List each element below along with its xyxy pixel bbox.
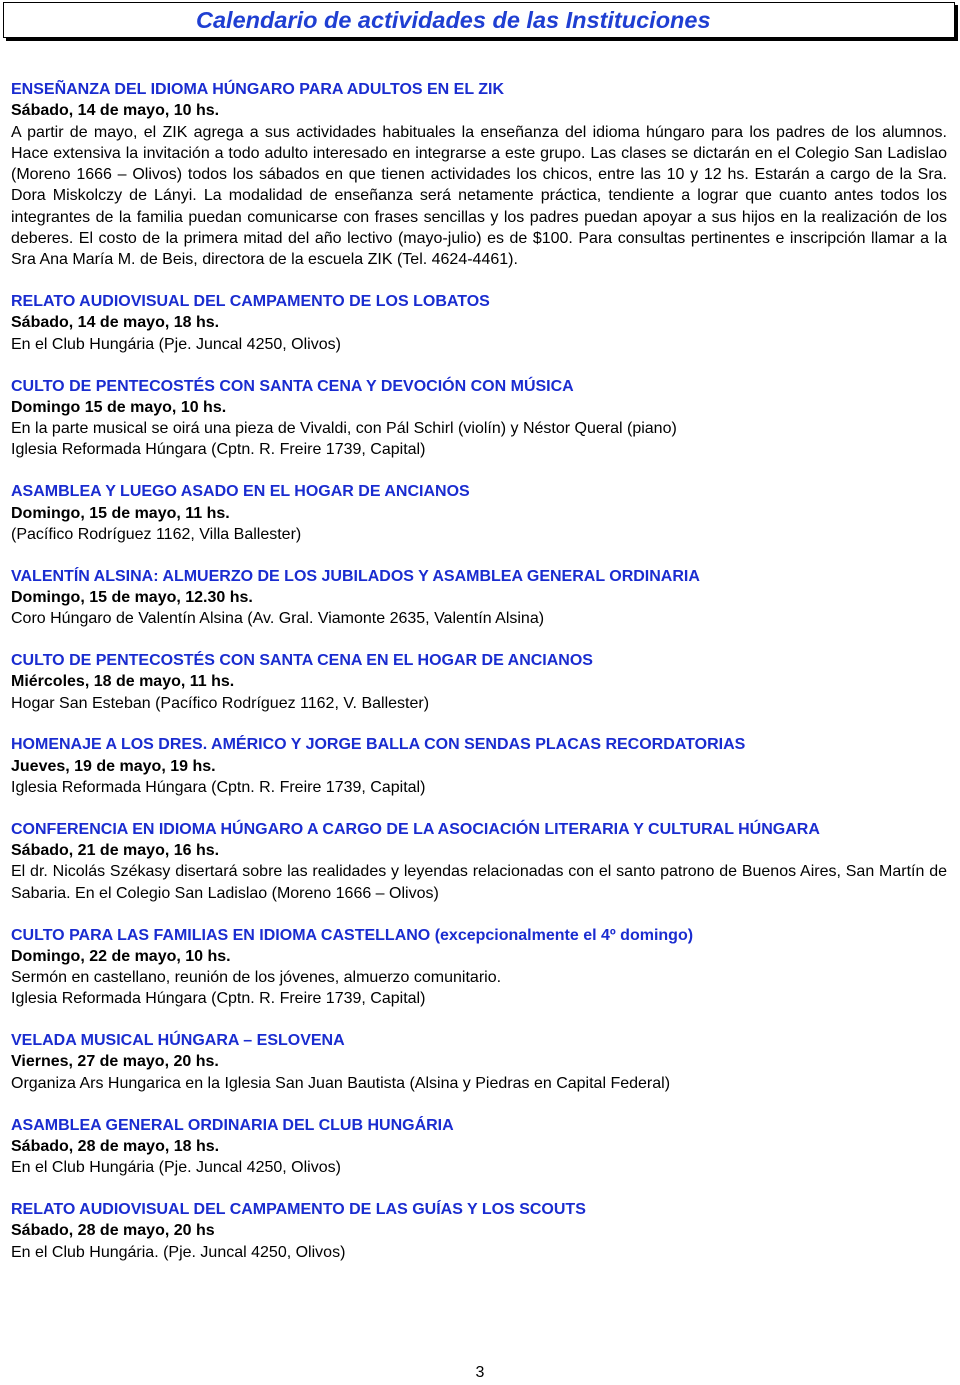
event-location: Iglesia Reformada Húngara (Cptn. R. Freire 1739, Capital) (11, 779, 426, 797)
event-location: Hogar San Esteban (Pacífico Rodríguez 1162, V. Ballester) (11, 694, 430, 712)
event-item (11, 734, 947, 798)
event-item (11, 650, 947, 714)
event-title: HOMENAJE A LOS DRES. AMÉRICO Y JORGE BALLA CON SENDAS PLACAS RECORDATORIAS (11, 736, 746, 754)
event-item (11, 79, 947, 271)
event-title: CULTO DE PENTECOSTÉS CON SANTA CENA EN EL HOGAR DE ANCIANOS (11, 652, 593, 670)
event-item (11, 481, 947, 545)
event-item (11, 1199, 947, 1263)
event-date: Sábado, 28 de mayo, 18 hs. (11, 1137, 220, 1155)
event-location: Iglesia Reformada Húngara (Cptn. R. Freire 1739, Capital) (11, 990, 426, 1008)
event-title: CONFERENCIA EN IDIOMA HÚNGARO A CARGO DE LA ASOCIACIÓN LITERARIA Y CULTURAL HÚNGARA (11, 820, 820, 838)
events-list (11, 79, 947, 1283)
event-title: ASAMBLEA GENERAL ORDINARIA DEL CLUB HUNGÁRIA (11, 1116, 454, 1134)
event-description: Sermón en castellano, reunión de los jóvenes, almuerzo comunitario. (11, 969, 502, 987)
event-title: CULTO DE PENTECOSTÉS CON SANTA CENA Y DEVOCIÓN CON MÚSICA (11, 377, 574, 395)
event-location: En el Club Hungária. (Pje. Juncal 4250, Olivos) (11, 1243, 346, 1261)
event-date: Sábado, 14 de mayo, 18 hs. (11, 314, 220, 332)
event-item (11, 291, 947, 355)
event-location: (Pacífico Rodríguez 1162, Villa Ballester) (11, 525, 302, 543)
event-date: Sábado, 14 de mayo, 10 hs. (11, 102, 220, 120)
event-date: Domingo, 22 de mayo, 10 hs. (11, 947, 231, 965)
event-date: Domingo, 15 de mayo, 12.30 hs. (11, 588, 253, 606)
event-description: El dr. Nicolás Székasy disertará sobre las realidades y leyendas relacionadas con el santo patrono de Buenos Aires, San Martín de Sabaria. En el Colegio San Ladislao (Moreno 1666 – Olivos) (11, 863, 947, 902)
event-title: CULTO PARA LAS FAMILIAS EN IDIOMA CASTELLANO (excepcionalmente el 4º domingo) (11, 926, 694, 944)
event-item (11, 376, 947, 461)
header-box (3, 2, 955, 38)
event-date: Miércoles, 18 de mayo, 11 hs. (11, 673, 235, 691)
event-item (11, 819, 947, 904)
event-item (11, 1115, 947, 1179)
event-item (11, 566, 947, 630)
event-title: VELADA MUSICAL HÚNGARA – ESLOVENA (11, 1032, 345, 1050)
event-date: Sábado, 28 de mayo, 20 hs (11, 1222, 215, 1240)
event-description: A partir de mayo, el ZIK agrega a sus actividades habituales la enseñanza del idioma húngaro para los padres de los alumnos. Hace extensiva la invitación a todo adulto interesado en integrarse a este grupo. Las clases se dictarán en el Colegio San Ladislao (Moreno 1666 – Olivos) todos los sábados en que tienen actividades los chicos, entre las 10 y 12 hs. Estarán a cargo de la Sra. Dora Miskolczy de Lányi. La modalidad de enseñanza será netamente práctica, tendiente a lograr que cuanto antes todos los integrantes de la familia puedan comunicarse con frases sencillas y los padres puedan apoyar a sus hijos en la realización de los deberes. El costo de la primera mitad del año lectivo (mayo-julio) es de $100. Para consultas pertinentes e inscripción llamar a la Sra Ana María M. de Beis, directora de la escuela ZIK (Tel. 4624-4461). (11, 123, 947, 269)
event-location: Iglesia Reformada Húngara (Cptn. R. Freire 1739, Capital) (11, 441, 426, 459)
event-item (11, 1030, 947, 1094)
event-date: Jueves, 19 de mayo, 19 hs. (11, 757, 216, 775)
event-title: VALENTÍN ALSINA: ALMUERZO DE LOS JUBILADOS Y ASAMBLEA GENERAL ORDINARIA (11, 567, 700, 585)
event-location: Organiza Ars Hungarica en la Iglesia San Juan Bautista (Alsina y Piedras en Capital Federal) (11, 1074, 671, 1092)
event-title: RELATO AUDIOVISUAL DEL CAMPAMENTO DE LAS GUÍAS Y LOS SCOUTS (11, 1200, 586, 1218)
event-date: Sábado, 21 de mayo, 16 hs. (11, 842, 220, 860)
event-title: ASAMBLEA Y LUEGO ASADO EN EL HOGAR DE ANCIANOS (11, 483, 470, 501)
page-number: 3 (475, 1364, 485, 1381)
event-date: Viernes, 27 de mayo, 20 hs. (11, 1053, 219, 1071)
event-location: Coro Húngaro de Valentín Alsina (Av. Gral. Viamonte 2635, Valentín Alsina) (11, 610, 545, 628)
event-title: RELATO AUDIOVISUAL DEL CAMPAMENTO DE LOS LOBATOS (11, 293, 490, 311)
event-location: En el Club Hungária (Pje. Juncal 4250, Olivos) (11, 1159, 341, 1177)
event-date: Domingo, 15 de mayo, 11 hs. (11, 504, 230, 522)
event-date: Domingo 15 de mayo, 10 hs. (11, 398, 227, 416)
event-location: En el Club Hungária (Pje. Juncal 4250, Olivos) (11, 335, 341, 353)
event-item (11, 925, 947, 1010)
page-title: Calendario de actividades de las Instituciones (196, 7, 711, 33)
event-description: En la parte musical se oirá una pieza de Vivaldi, con Pál Schirl (violín) y Néstor Queral (piano) (11, 420, 677, 438)
event-title: ENSEÑANZA DEL IDIOMA HÚNGARO PARA ADULTOS EN EL ZIK (11, 81, 505, 98)
